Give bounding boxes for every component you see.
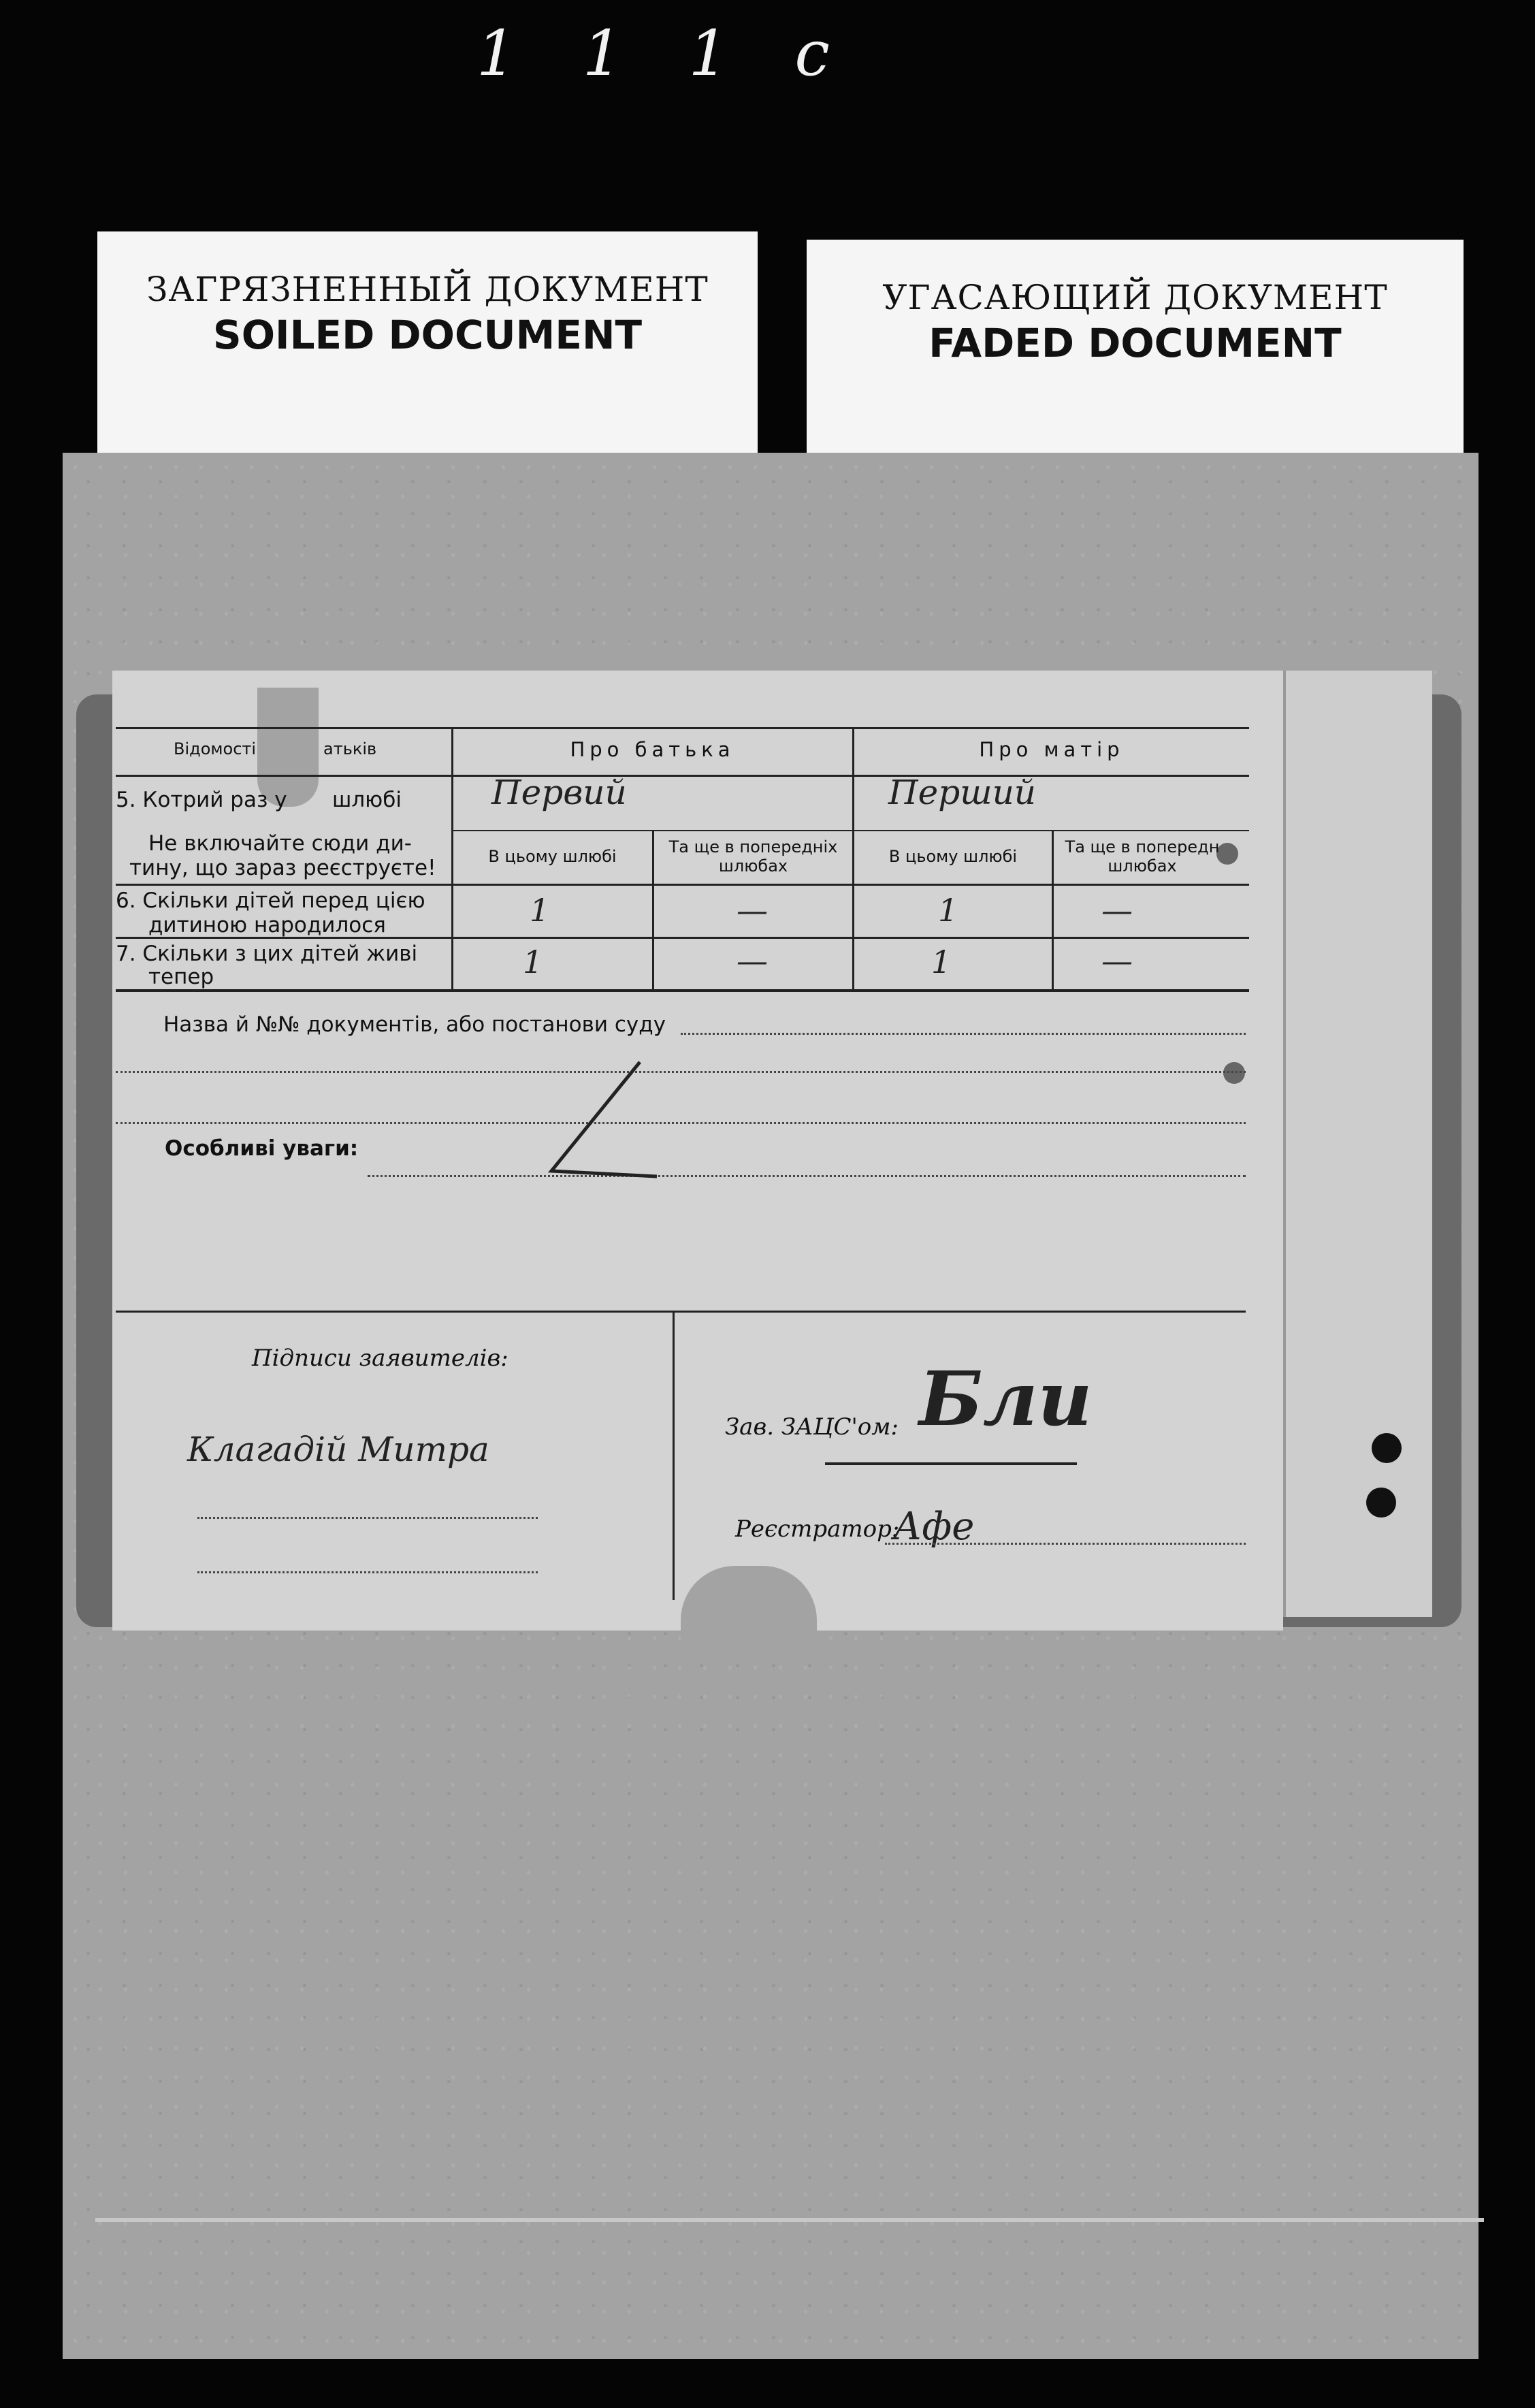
head-signature: Бли <box>919 1355 1093 1443</box>
row6-father-this: 1 <box>530 892 550 929</box>
row7-father-prev: — <box>737 942 768 979</box>
punch-hole <box>1223 1062 1245 1084</box>
subheader-father-this: В цьому шлюбі <box>488 847 617 866</box>
applicant-signature: Клагадій Митра <box>187 1430 489 1469</box>
faded-label-ru: УГАСАЮЩИЙ ДОКУМЕНТ <box>882 278 1388 317</box>
soiled-label-ru: ЗАГРЯЗНЕННЫЙ ДОКУМЕНТ <box>146 270 709 309</box>
cardboard-fold-line <box>95 2218 1484 2222</box>
subheader-father-prev-2: шлюбах <box>718 856 788 876</box>
row7-father-this: 1 <box>523 944 543 980</box>
faded-document-label <box>807 240 1464 460</box>
row5-mother-value: Перший <box>888 773 1036 812</box>
faded-label-en: FADED DOCUMENT <box>928 320 1342 366</box>
subheader-father-prev-1: Та ще в попередніх <box>668 837 838 856</box>
header-info-tail: атьків <box>323 739 377 758</box>
subheader-mother-prev-1: Та ще в попередн <box>1065 837 1220 856</box>
signatures-label: Підписи заявителів: <box>252 1345 508 1372</box>
note-line2: тину, що зараз реєструєте! <box>129 856 436 880</box>
soiled-document-label <box>97 231 758 460</box>
remarks-dash-mark <box>538 1055 667 1185</box>
subheader-mother-prev-2: шлюбах <box>1108 856 1177 876</box>
soiled-label-en: SOILED DOCUMENT <box>212 312 643 358</box>
header-mother: Про матір <box>979 738 1125 761</box>
documents-label: Назва й №№ документів, або постанови суду <box>163 1012 666 1037</box>
subheader-mother-this: В цьому шлюбі <box>888 847 1018 866</box>
row7-line1: 7. Скільки з цих дітей живі <box>116 942 418 966</box>
punch-hole <box>1366 1488 1396 1518</box>
row5-label: 5. Котрий раз у <box>116 788 287 812</box>
row6-line1: 6. Скільки дітей перед цією <box>116 888 425 913</box>
row6-line2: дитиною народилося <box>148 913 386 937</box>
frame-number: 1 1 1 c <box>476 17 853 90</box>
row6-mother-this: 1 <box>938 892 958 929</box>
punch-hole <box>1372 1433 1402 1463</box>
row6-mother-prev: — <box>1101 892 1133 929</box>
row7-mother-prev: — <box>1101 942 1133 979</box>
header-father: Про батька <box>570 738 735 761</box>
note-line1: Не включайте сюди ди- <box>148 831 412 856</box>
row7-line2: тепер <box>148 965 214 989</box>
row6-father-prev: — <box>737 892 768 929</box>
row7-mother-this: 1 <box>931 944 952 980</box>
header-info: Відомості <box>174 739 257 758</box>
registrar-label: Реєстратор: <box>735 1515 900 1543</box>
row5-father-value: Первий <box>491 773 627 812</box>
head-label: Зав. ЗАЦС'ом: <box>725 1413 899 1441</box>
remarks-label: Особливі уваги: <box>165 1136 359 1161</box>
registrar-signature: Афе <box>893 1505 975 1549</box>
row5-label-tail: шлюбі <box>332 788 402 812</box>
form-stub <box>1283 671 1432 1617</box>
tear-bottom <box>681 1566 817 1648</box>
